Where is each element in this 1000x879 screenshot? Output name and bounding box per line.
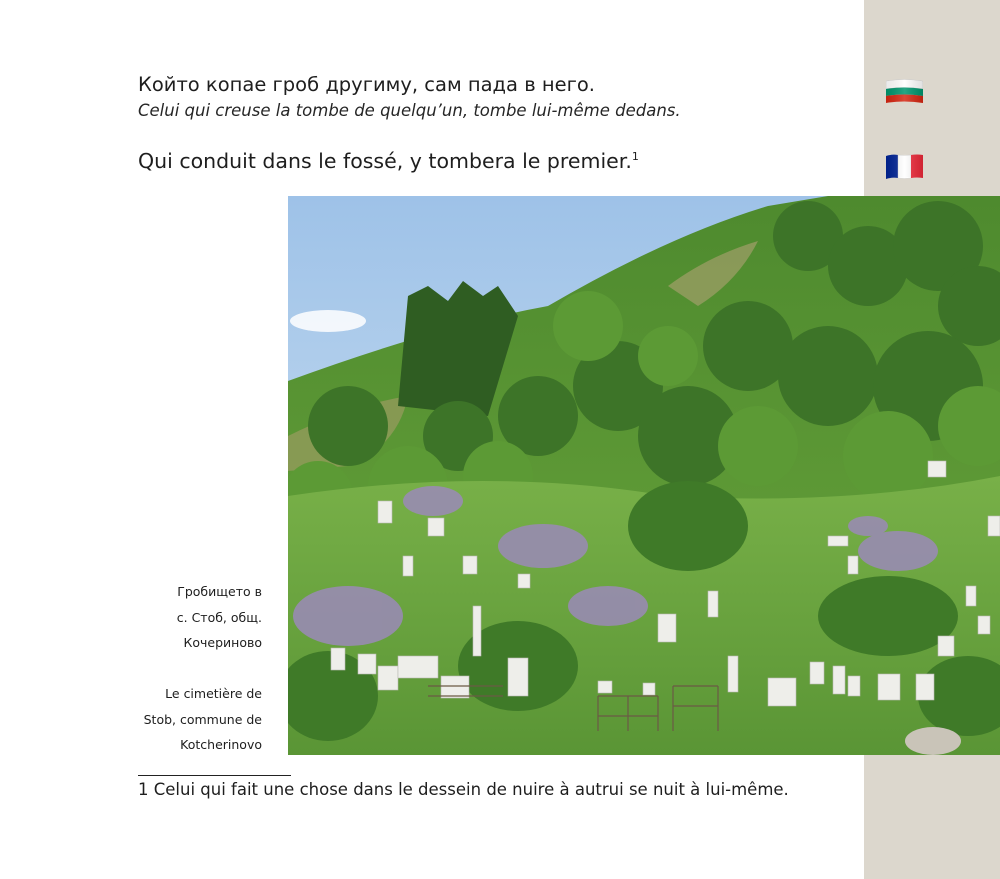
bulgarian-proverb: Който копае гроб другиму, сам пада в него. bbox=[138, 73, 596, 96]
french-flag-icon bbox=[886, 154, 923, 178]
caption-line: Stob, commune de bbox=[143, 711, 262, 727]
french-equivalent-text: Qui conduit dans le fossé, y tombera le premier. bbox=[138, 149, 632, 173]
footnote-divider bbox=[138, 775, 291, 776]
footnote-text: 1 Celui qui fait une chose dans le dessein de nuire à autrui se nuit à lui-même. bbox=[138, 780, 789, 799]
french-equivalent-proverb bbox=[138, 147, 639, 175]
bulgarian-flag-icon bbox=[886, 79, 923, 103]
caption-line: Kotcherinovo bbox=[180, 737, 262, 752]
caption-line: Le cimetière de bbox=[165, 686, 262, 701]
caption-line: Гробището в bbox=[177, 584, 262, 599]
caption-line: с. Стоб, общ. bbox=[176, 609, 262, 625]
cemetery-photo bbox=[288, 196, 1000, 755]
french-photo-caption bbox=[144, 681, 262, 758]
french-literal-translation: Celui qui creuse la tombe de quelqu’un, tombe lui-même dedans. bbox=[138, 101, 681, 120]
footnote-reference: 1 bbox=[631, 150, 639, 164]
caption-line: Кочериново bbox=[183, 635, 262, 650]
bulgarian-photo-caption bbox=[177, 579, 262, 656]
